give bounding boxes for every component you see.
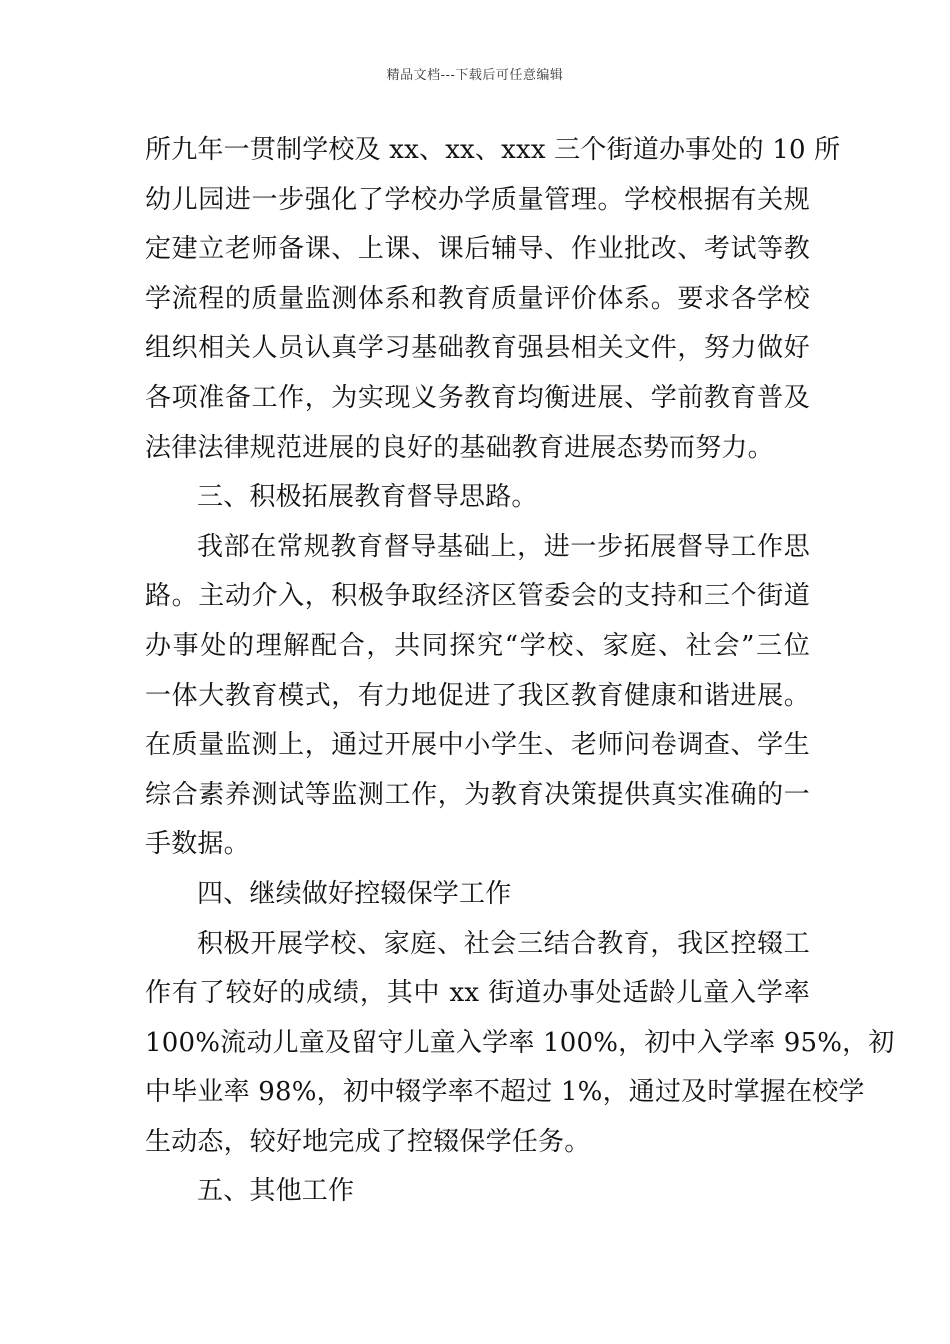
paragraph-line: 学流程的质量监测体系和教育质量评价体系。要求各学校 <box>145 283 810 314</box>
paragraph-line: 所九年一贯制学校及 xx、xx、xxx 三个街道办事处的 10 所 <box>145 135 841 165</box>
paragraph-line: 作有了较好的成绩，其中 xx 街道办事处适龄儿童入学率 <box>145 978 810 1009</box>
paragraph-line: 在质量监测上，通过开展中小学生、老师问卷调查、学生 <box>145 730 810 761</box>
paragraph-line: 积极开展学校、家庭、社会三结合教育，我区控辍工 <box>197 928 810 959</box>
paragraph-line: 法律法律规范进展的良好的基础教育进展态势而努力。 <box>145 432 774 463</box>
paragraph-line: 生动态，较好地完成了控辍保学任务。 <box>145 1126 591 1157</box>
paragraph-line: 幼儿园进一步强化了学校办学质量管理。学校根据有关规 <box>145 184 810 215</box>
paragraph-line: 综合素养测试等监测工作，为教育决策提供真实准确的一 <box>145 779 810 810</box>
paragraph-line: 定建立老师备课、上课、课后辅导、作业批改、考试等教 <box>145 234 810 265</box>
paragraph-line: 一体大教育模式，有力地促进了我区教育健康和谐进展。 <box>145 680 810 711</box>
section-heading: 四、继续做好控辍保学工作 <box>197 878 512 909</box>
paragraph-line: 我部在常规教育督导基础上，进一步拓展督导工作思 <box>197 531 810 562</box>
paragraph-line: 办事处的理解配合，共同探究“学校、家庭、社会”三位 <box>145 630 810 661</box>
paragraph-line: 中毕业率 98%，初中辍学率不超过 1%，通过及时掌握在校学 <box>145 1077 865 1108</box>
section-heading: 三、积极拓展教育督导思路。 <box>197 482 538 513</box>
section-heading: 五、其他工作 <box>197 1176 355 1207</box>
document-body <box>145 126 895 1217</box>
paragraph-line: 手数据。 <box>145 829 250 860</box>
paragraph-line: 100%流动儿童及留守儿童入学率 100%，初中入学率 95%，初 <box>145 1027 895 1058</box>
paragraph-line: 各项准备工作，为实现义务教育均衡进展、学前教育普及 <box>145 382 810 413</box>
page-header: 精品文档---下载后可任意编辑 <box>386 68 564 83</box>
paragraph-line: 组织相关人员认真学习基础教育强县相关文件，努力做好 <box>145 333 810 364</box>
paragraph-line: 路。主动介入，积极争取经济区管委会的支持和三个街道 <box>145 581 810 612</box>
